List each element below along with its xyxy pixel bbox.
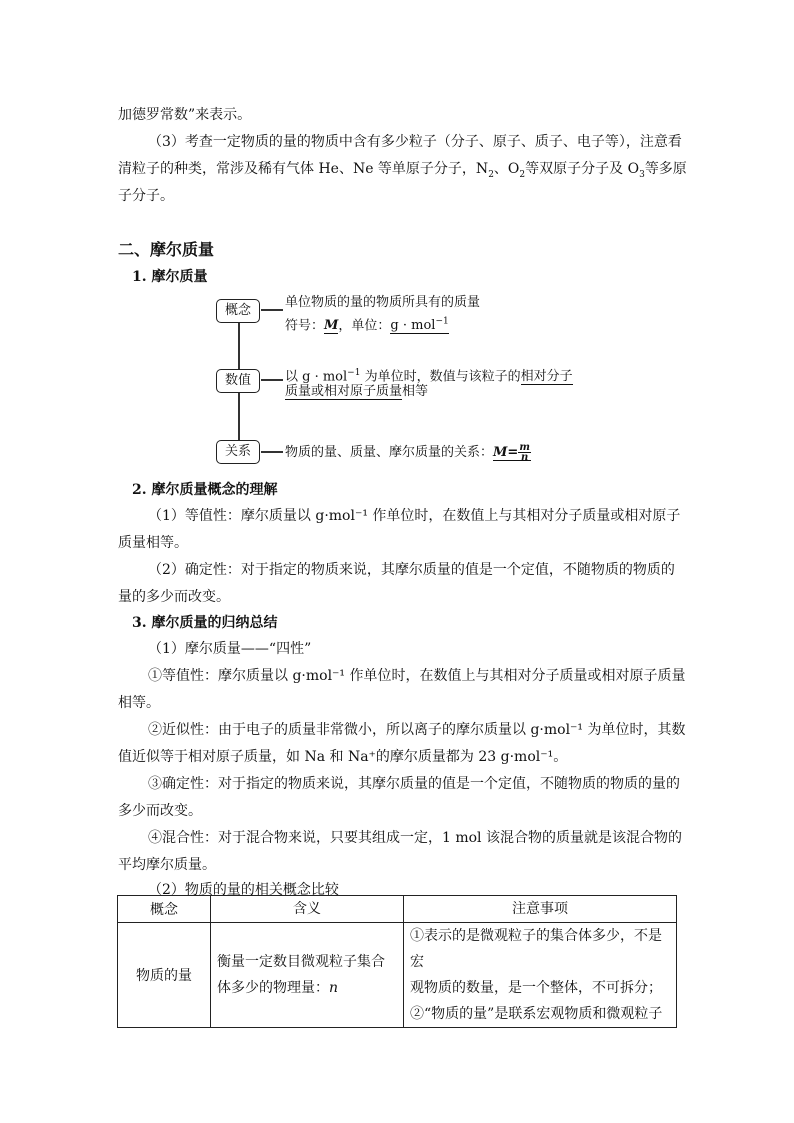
text-segment: 为单位时，数值与该粒子的 xyxy=(360,369,521,385)
summary-heading-2: （2）物质的量的相关概念比较 xyxy=(148,882,339,898)
diagram-arm xyxy=(261,379,283,381)
text-segment: 清粒子的种类，常涉及稀有气体 He、Ne 等单原子分子，N xyxy=(118,161,489,177)
fraction-numerator: m xyxy=(519,442,530,453)
note-line: ①表示的是微观粒子的集合体多少，不是宏 xyxy=(410,928,662,970)
underlined-text: 相对分子 xyxy=(520,369,573,385)
fraction-denominator: n xyxy=(520,452,529,463)
understanding-1-line-1: （1）等值性：摩尔质量以 g·mol⁻¹ 作单位时，在数值上与其相对分子质量或相对原子 xyxy=(148,508,681,524)
summary-item-3-line-2: 多少而改变。 xyxy=(118,803,202,819)
table-header-cell: 含义 xyxy=(211,896,404,923)
text-segment: 、O xyxy=(493,161,520,177)
diagram-box-relation: 关系 xyxy=(216,440,260,464)
subsection-title-2: 2. 摩尔质量概念的理解 xyxy=(132,482,278,498)
intro-line: 加德罗常数”来表示。 xyxy=(118,107,252,123)
summary-item-2-line-1: ②近似性：由于电子的质量非常微小，所以离子的摩尔质量以 g·mol⁻¹ 为单位时，其数 xyxy=(148,722,686,738)
table-cell-notes xyxy=(404,923,677,1028)
relation-description xyxy=(285,443,531,462)
meaning-symbol: n xyxy=(329,980,339,996)
summary-item-1-line-2: 相等。 xyxy=(118,695,160,711)
concept-definition: 单位物质的量的物质所具有的质量 xyxy=(285,295,481,310)
text-segment: 以 g · mol xyxy=(285,369,348,385)
formula-fraction xyxy=(518,443,531,462)
formula-lhs: M= xyxy=(493,445,519,460)
diagram-box-concept: 概念 xyxy=(216,299,260,323)
table-header-cell: 注意事项 xyxy=(404,896,677,923)
subscript: 2 xyxy=(519,169,526,180)
comparison-table xyxy=(117,895,677,1028)
paragraph-3-line-3: 子分子。 xyxy=(118,188,174,204)
summary-heading-1: （1）摩尔质量——“四性” xyxy=(148,641,312,657)
summary-item-4-line-2: 平均摩尔质量。 xyxy=(118,857,216,873)
text-segment: 等双原子分子及 O xyxy=(525,161,640,177)
section-title: 二、摩尔质量 xyxy=(118,240,215,259)
table-cell-meaning xyxy=(211,923,404,1028)
subsection-title-3: 3. 摩尔质量的归纳总结 xyxy=(132,615,278,631)
meaning-line: 衡量一定数目微观粒子集合 xyxy=(217,954,385,970)
value-description-line-2 xyxy=(285,383,428,401)
table-header-row xyxy=(118,896,677,923)
text-segment: 等多原 xyxy=(644,161,687,177)
summary-item-3-line-1: ③确定性：对于指定的物质来说，其摩尔质量的值是一个定值，不随物质的物质的量的 xyxy=(148,776,680,792)
concept-symbol-unit xyxy=(285,313,449,335)
unit-text: g · mol xyxy=(390,318,436,334)
summary-item-2-line-2: 值近似等于相对原子质量，如 Na 和 Na⁺的摩尔质量都为 23 g·mol⁻¹。 xyxy=(118,749,568,765)
understanding-1-line-2: 质量相等。 xyxy=(118,535,188,551)
symbol-value: M xyxy=(324,318,339,334)
relation-formula xyxy=(493,442,531,463)
underlined-text: 质量或相对原子质量 xyxy=(285,384,403,399)
meaning-line xyxy=(217,975,397,1001)
unit-label: ，单位： xyxy=(338,318,391,334)
summary-item-4-line-1: ④混合性：对于混合物来说，只要其组成一定，1 mol 该混合物的质量就是该混合物的 xyxy=(148,830,682,846)
unit-exponent: −1 xyxy=(347,368,361,378)
unit-value xyxy=(390,318,448,334)
subscript: 3 xyxy=(639,169,645,180)
relation-text: 物质的量、质量、摩尔质量的关系： xyxy=(285,445,494,460)
summary-item-1-line-1: ①等值性：摩尔质量以 g·mol⁻¹ 作单位时，在数值上与其相对分子质量或相对原子质量 xyxy=(148,668,686,684)
understanding-2-line-2: 量的多少而改变。 xyxy=(118,589,230,605)
table-row xyxy=(118,923,677,1028)
diagram-arm xyxy=(261,309,283,311)
table-header-cell: 概念 xyxy=(118,896,211,923)
paragraph-3-line-1: （3）考查一定物质的量的物质中含有多少粒子（分子、原子、质子、电子等），注意看 xyxy=(148,134,682,150)
understanding-2-line-1: （2）确定性：对于指定的物质来说，其摩尔质量的值是一个定值，不随物质的物质的 xyxy=(148,562,675,578)
meaning-text: 体多少的物理量： xyxy=(217,980,329,996)
table-cell-concept: 物质的量 xyxy=(118,923,211,1028)
symbol-label: 符号： xyxy=(285,318,325,334)
subscript: 2 xyxy=(488,169,494,180)
diagram-arm xyxy=(261,451,283,453)
paragraph-3-line-2 xyxy=(118,158,687,180)
subsection-title-1: 1. 摩尔质量 xyxy=(132,269,208,285)
unit-exponent: −1 xyxy=(435,317,449,327)
note-line: ②“物质的量”是联系宏观物质和微观粒子 xyxy=(410,1006,663,1022)
text-segment: 相等 xyxy=(402,384,429,399)
diagram-box-value: 数值 xyxy=(216,369,260,393)
note-line: 观物质的数量，是一个整体，不可拆分； xyxy=(410,980,662,996)
